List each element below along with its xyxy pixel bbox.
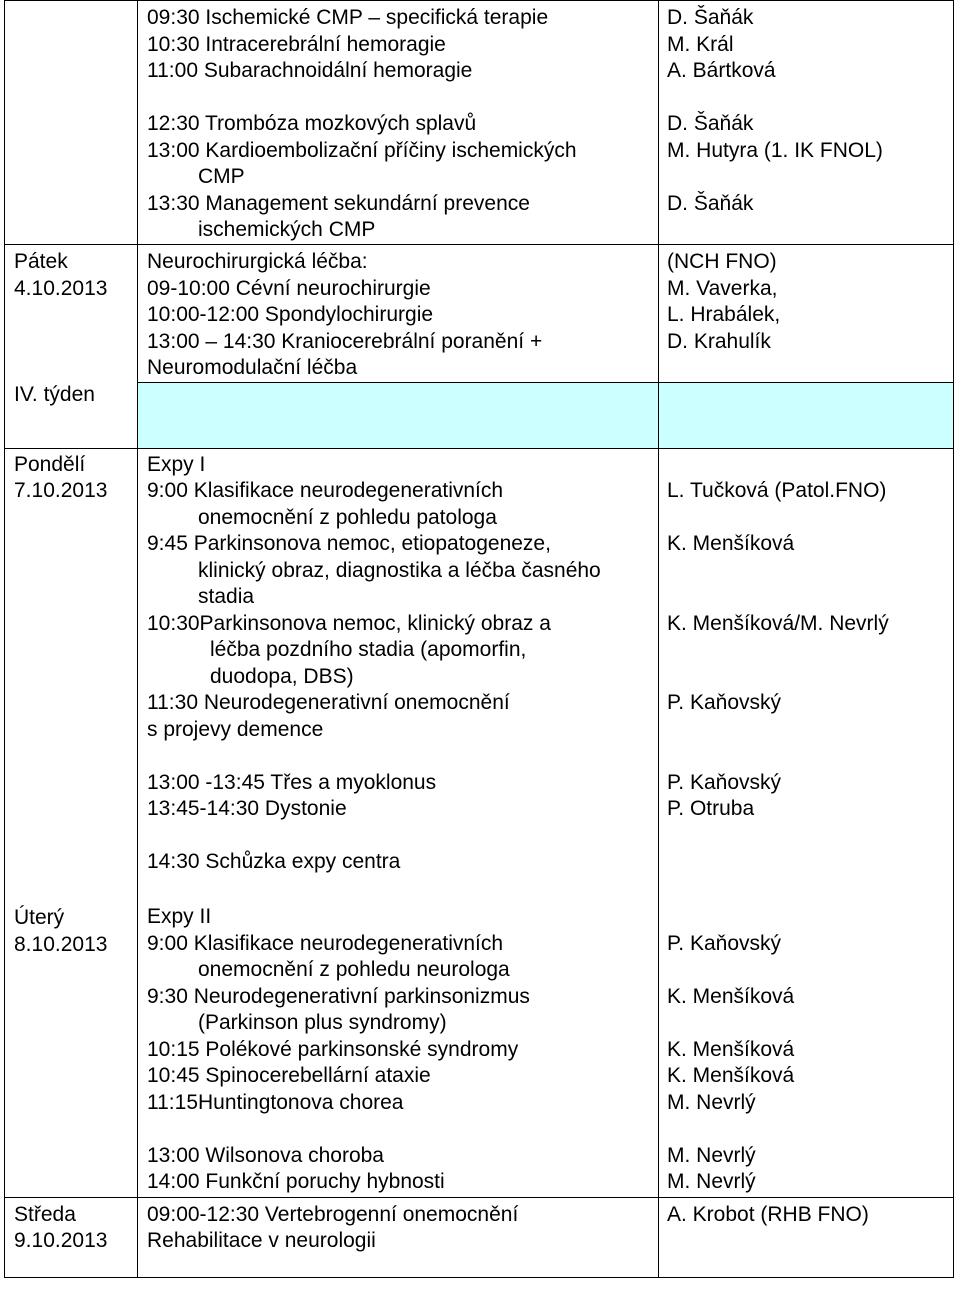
- speaker-line: [667, 164, 953, 191]
- talk-line: 14:30 Schůzka expy centra: [147, 850, 401, 873]
- week-band: [138, 382, 659, 448]
- speakers-cell: [659, 245, 954, 383]
- speaker-line: P. Otruba: [667, 797, 755, 820]
- day-cell: [5, 876, 138, 1197]
- talk-line: 13:00 Kardioembolizační příčiny ischemických: [147, 138, 577, 162]
- talk-line: ischemických CMP: [198, 218, 376, 241]
- day-date: 7.10.2013: [14, 479, 108, 502]
- speaker-line: [667, 664, 953, 691]
- speaker-line: L. Hrabálek,: [667, 303, 781, 326]
- talk-line: 13:00 – 14:30 Kraniocerebrální poranění +: [147, 329, 543, 353]
- talk-line: 11:15Huntingtonova chorea: [147, 1090, 404, 1114]
- speaker-line: M. Nevrlý: [667, 1170, 756, 1193]
- speaker-line: [667, 452, 953, 479]
- talk-line: Neuromodulační léčba: [147, 356, 358, 379]
- speaker-line: [667, 1116, 953, 1143]
- talk-line: [147, 823, 658, 850]
- talk-line: duodopa, DBS): [210, 664, 354, 688]
- talk-line: 9:30 Neurodegenerativní parkinsonizmus: [147, 984, 530, 1008]
- talk-line: Expy I: [147, 452, 206, 476]
- day-name: Středa: [14, 1202, 76, 1226]
- speaker-line: (NCH FNO): [667, 250, 777, 273]
- speaker-line: P. Kaňovský: [667, 931, 782, 955]
- talk-line: 10:30 Intracerebrální hemoragie: [147, 32, 446, 56]
- speakers-cell: [659, 1, 954, 245]
- talk-line: Rehabilitace v neurologii: [147, 1229, 376, 1252]
- speaker-line: [667, 637, 953, 664]
- day-date: 4.10.2013: [14, 276, 108, 300]
- speaker-line: M. Hutyra (1. IK FNOL): [667, 138, 883, 162]
- day-name: Úterý: [14, 906, 65, 929]
- day-cell: [5, 245, 138, 383]
- talk-line: [147, 743, 658, 770]
- speaker-line: A. Krobot (RHB FNO): [667, 1202, 869, 1226]
- speakers-cell: [659, 876, 954, 1197]
- speaker-line: [667, 584, 953, 611]
- talk-line: 10:45 Spinocerebellární ataxie: [147, 1064, 431, 1087]
- speaker-line: M. Nevrlý: [667, 1090, 756, 1114]
- talks-cell: [138, 448, 659, 876]
- speaker-line: [667, 904, 953, 931]
- speakers-cell: [659, 448, 954, 876]
- speaker-line: [667, 957, 953, 984]
- speaker-line: M. Nevrlý: [667, 1143, 756, 1167]
- talk-line: 11:30 Neurodegenerativní onemocnění: [147, 691, 510, 714]
- speakers-cell: [659, 1197, 954, 1277]
- week-row: [5, 382, 954, 448]
- speaker-line: M. Král: [667, 32, 734, 56]
- talk-line: (Parkinson plus syndromy): [198, 1011, 447, 1034]
- speaker-line: [667, 717, 953, 744]
- day-date: 9.10.2013: [14, 1229, 108, 1252]
- speaker-line: [667, 743, 953, 770]
- talk-line: 12:30 Trombóza mozkových splavů: [147, 112, 477, 135]
- talk-line: [147, 1116, 658, 1143]
- speaker-line: P. Kaňovský: [667, 691, 782, 714]
- speaker-line: K. Menšíková/M. Nevrlý: [667, 611, 889, 635]
- speaker-line: [667, 505, 953, 532]
- schedule-row: [5, 876, 954, 1197]
- talk-line: onemocnění z pohledu neurologa: [198, 958, 510, 981]
- talk-line: s projevy demence: [147, 717, 324, 741]
- talk-line: 14:00 Funkční poruchy hybnosti: [147, 1170, 445, 1193]
- talk-line: 09-10:00 Cévní neurochirurgie: [147, 276, 431, 300]
- speaker-line: [667, 1010, 953, 1037]
- talk-line: 9:00 Klasifikace neurodegenerativních: [147, 479, 504, 502]
- talk-line: 10:30Parkinsonova nemoc, klinický obraz a: [147, 611, 551, 635]
- schedule-row: [5, 1, 954, 245]
- schedule-row: [5, 1197, 954, 1277]
- talk-line: 13:30 Management sekundární prevence: [147, 191, 530, 215]
- speaker-line: K. Menšíková: [667, 532, 795, 555]
- speaker-line: D. Šaňák: [667, 191, 754, 215]
- speaker-line: K. Menšíková: [667, 1037, 795, 1061]
- day-date: 8.10.2013: [14, 932, 108, 956]
- talk-line: 10:15 Polékové parkinsonské syndromy: [147, 1037, 519, 1061]
- talks-cell: [138, 1197, 659, 1277]
- week-band: [659, 382, 954, 448]
- talk-line: 09:00-12:30 Vertebrogenní onemocnění: [147, 1202, 519, 1226]
- speaker-line: K. Menšíková: [667, 1064, 795, 1087]
- schedule-table: [4, 0, 954, 1278]
- talk-line: [147, 85, 658, 112]
- speaker-line: D. Šaňák: [667, 6, 754, 29]
- talks-cell: [138, 1, 659, 245]
- speaker-line: D. Krahulík: [667, 329, 771, 353]
- schedule-row: [5, 245, 954, 383]
- talk-line: 13:45-14:30 Dystonie: [147, 797, 347, 820]
- talk-line: 13:00 -13:45 Třes a myoklonus: [147, 770, 437, 794]
- day-cell: [5, 1, 138, 245]
- talk-line: Neurochirurgická léčba:: [147, 250, 368, 273]
- schedule-row: [5, 448, 954, 876]
- speaker-line: L. Tučková (Patol.FNO): [667, 479, 887, 502]
- speaker-line: D. Šaňák: [667, 112, 754, 135]
- talk-line: CMP: [198, 165, 245, 188]
- day-cell: [5, 1197, 138, 1277]
- day-name: Pondělí: [14, 452, 86, 476]
- talk-line: 9:45 Parkinsonova nemoc, etiopatogeneze,: [147, 532, 551, 555]
- week-label: IV. týden: [14, 383, 95, 406]
- talk-line: 13:00 Wilsonova choroba: [147, 1143, 384, 1167]
- day-name: Pátek: [14, 250, 68, 273]
- day-cell: [5, 448, 138, 876]
- talk-line: stadia: [198, 585, 255, 608]
- speaker-line: M. Vaverka,: [667, 276, 778, 300]
- talk-line: 11:00 Subarachnoidální hemoragie: [147, 59, 473, 82]
- talk-line: léčba pozdního stadia (apomorfin,: [210, 638, 527, 661]
- talk-line: onemocnění z pohledu patologa: [198, 505, 497, 529]
- talk-line: klinický obraz, diagnostika a léčba časného: [198, 558, 601, 582]
- talk-line: 9:00 Klasifikace neurodegenerativních: [147, 931, 504, 955]
- speaker-line: P. Kaňovský: [667, 770, 782, 794]
- speaker-line: [667, 85, 953, 112]
- speaker-line: K. Menšíková: [667, 984, 795, 1008]
- week-label-cell: [5, 382, 138, 448]
- speaker-line: A. Bártková: [667, 59, 776, 82]
- speaker-line: [667, 558, 953, 585]
- talk-line: 10:00-12:00 Spondylochirurgie: [147, 303, 434, 326]
- talk-line: Expy II: [147, 905, 212, 928]
- talk-line: 09:30 Ischemické CMP – specifická terapie: [147, 6, 549, 29]
- talks-cell: [138, 245, 659, 383]
- talks-cell: [138, 876, 659, 1197]
